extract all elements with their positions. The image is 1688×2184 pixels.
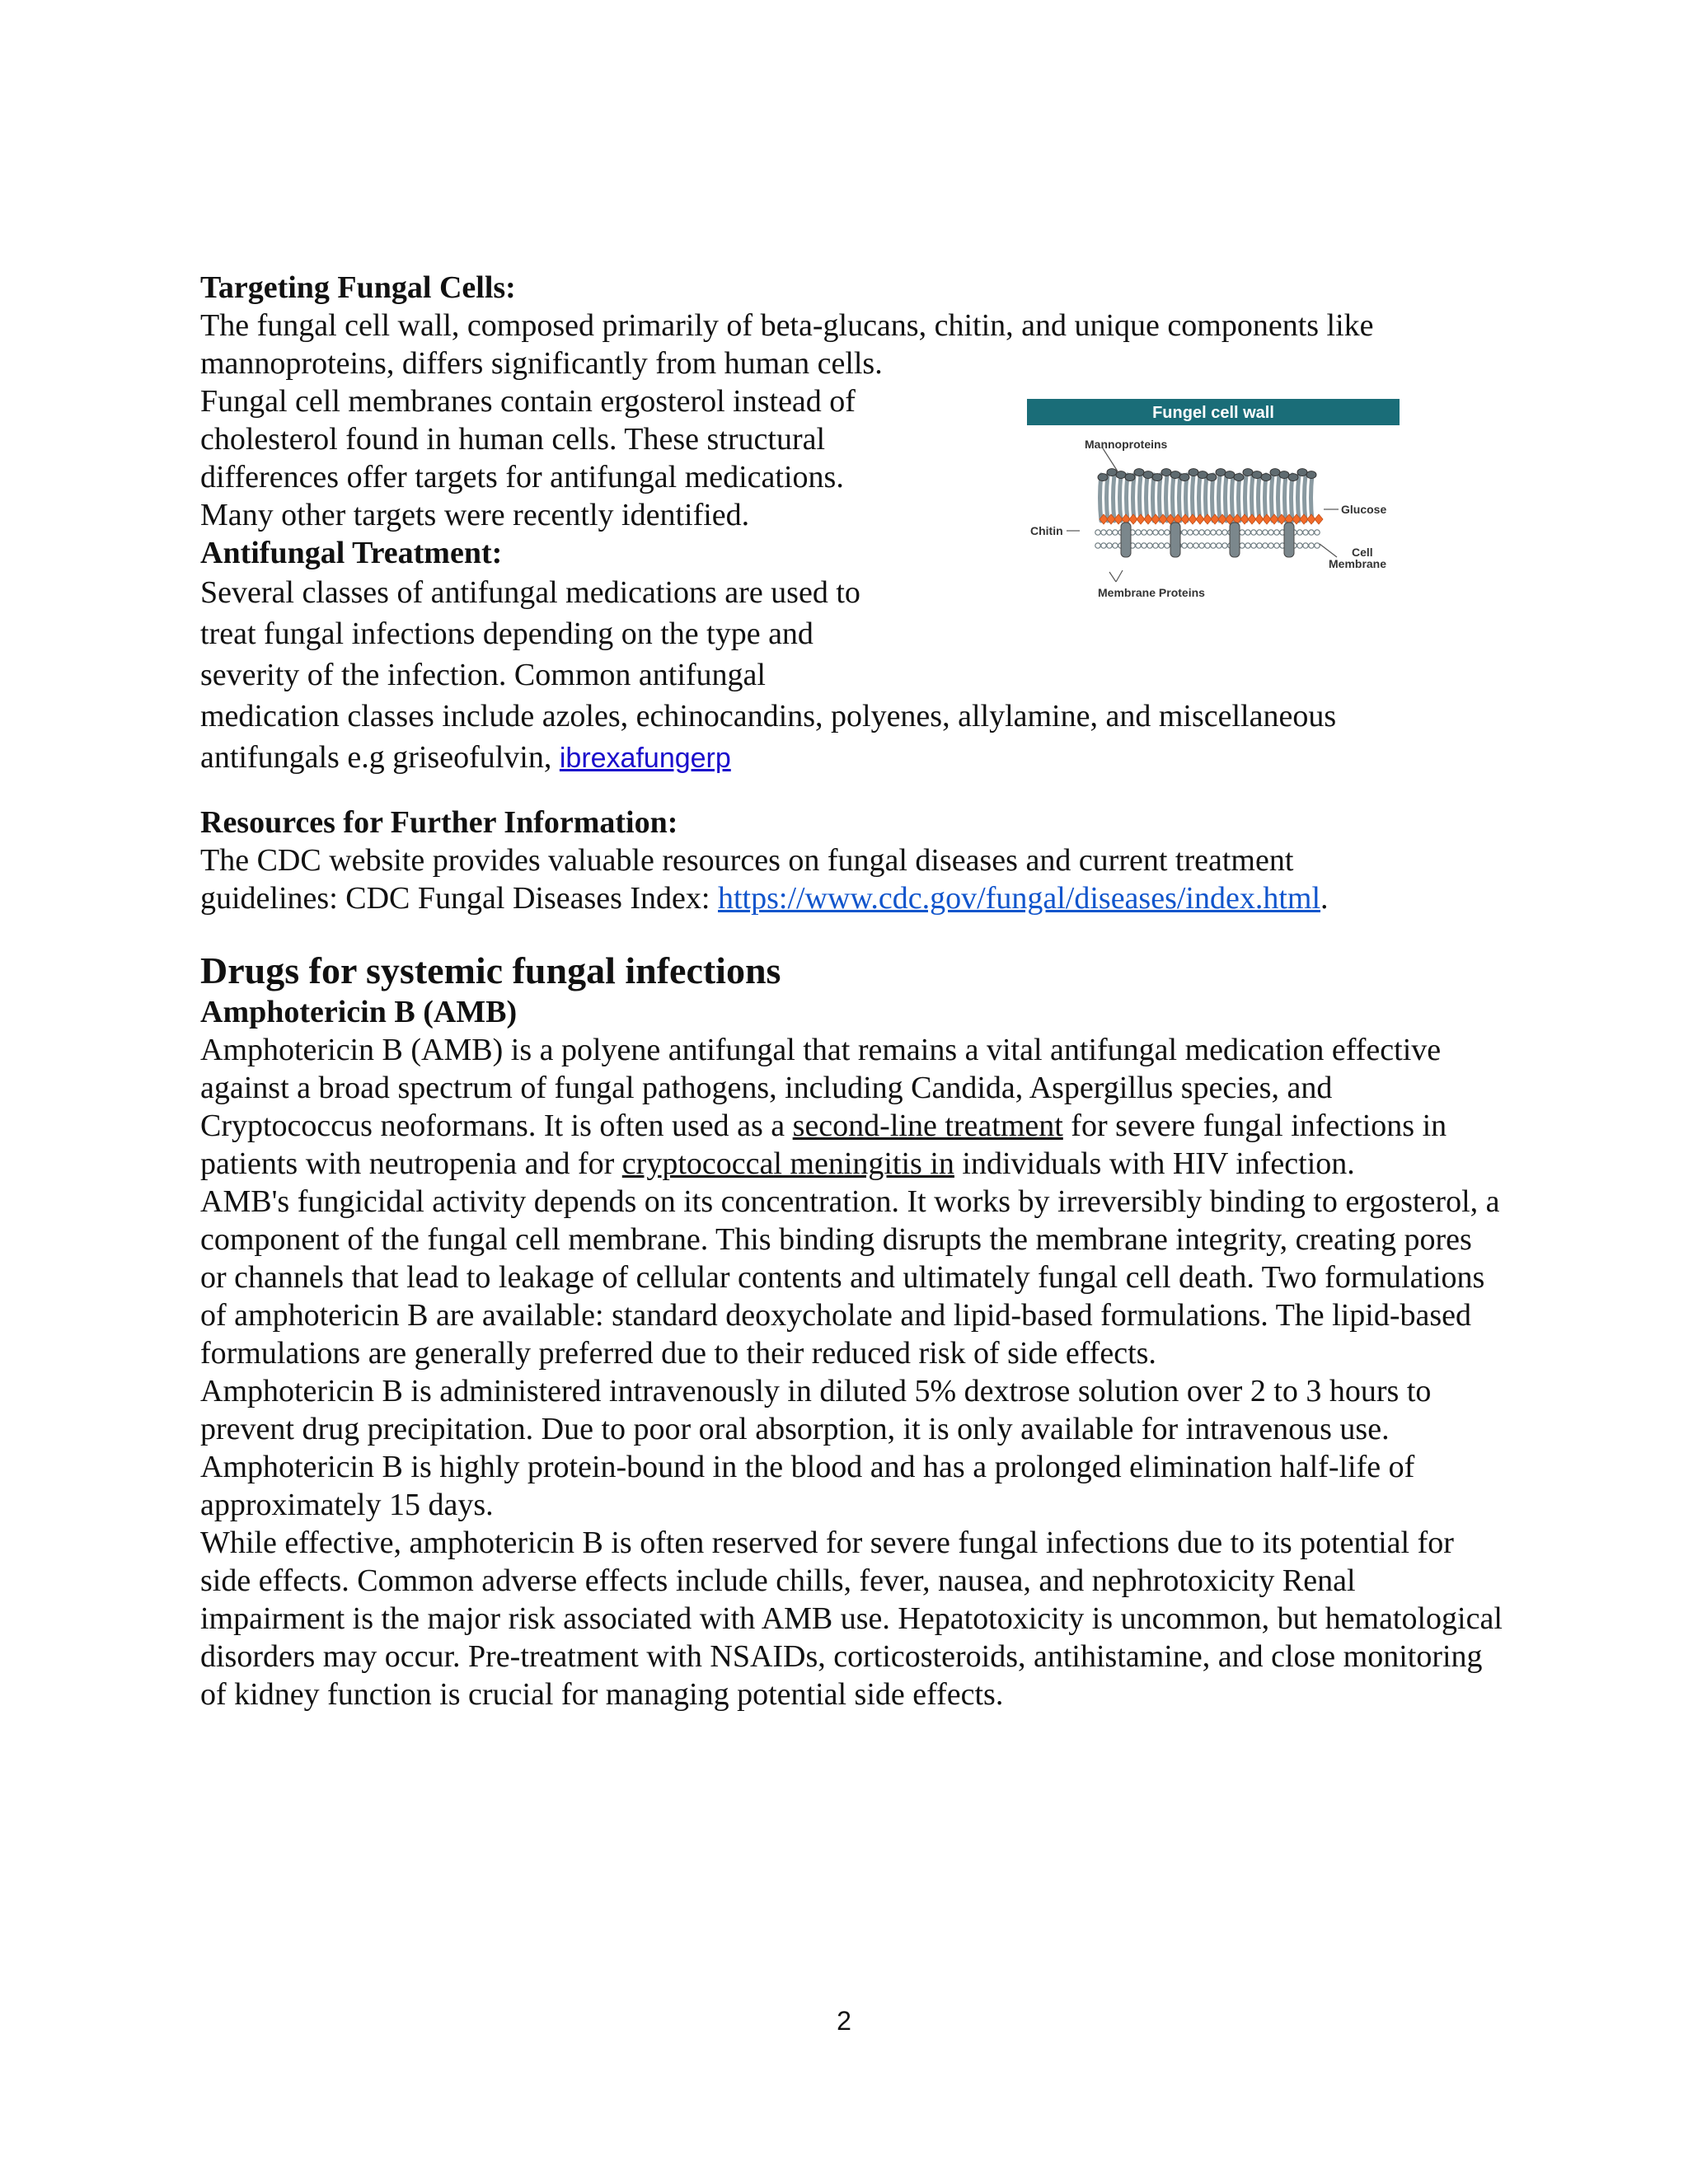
paragraph-line: [200, 737, 1503, 779]
mannoprotein: [1098, 474, 1108, 481]
paragraph-amb-side-effects: While effective, amphotericin B is often reserved for severe fungal infections due to its potential for side effects. Common adverse effects include chills, fever, nausea, and nephrotoxicity Renal impairment is the major risk associated with AMB use. Hepatotoxicity is uncommon, but hematological disorders may occur. Pre-treatment with NSAIDs, corticosteroids, antihistamine, and close monitoring of kidney function is crucial for managing potential side effects.: [200, 1526, 1503, 1712]
glucan-chain: [1120, 475, 1122, 521]
glucan-chain: [1146, 475, 1148, 521]
lipid-head: [1142, 530, 1146, 535]
mannoprotein: [1134, 469, 1144, 476]
lipid-head: [1297, 543, 1302, 548]
lipid-head: [1222, 530, 1227, 535]
glucan-chain: [1219, 475, 1221, 521]
underlined-cryptococcal-meningitis: cryptococcal meningitis in: [621, 1146, 954, 1181]
lipid-head: [1263, 530, 1268, 535]
glucan-chain: [1292, 475, 1293, 521]
text-span: individuals with HIV infection.: [954, 1146, 1355, 1181]
mannoprotein: [1170, 471, 1180, 479]
label-membrane-proteins: Membrane Proteins: [1098, 586, 1205, 599]
glucan-chain: [1114, 475, 1115, 521]
mannoprotein: [1179, 474, 1189, 481]
text-span: for severe fungal infections in patients with neutropenia and for: [200, 1108, 1447, 1181]
lipid-head: [1136, 543, 1141, 548]
glucan-chain: [1272, 475, 1273, 521]
membrane-protein: [1121, 523, 1131, 557]
lipid-head: [1142, 543, 1146, 548]
glucan-chain: [1193, 475, 1194, 521]
mannoprotein: [1234, 474, 1244, 481]
lipid-head: [1245, 543, 1250, 548]
glucan-chain: [1239, 475, 1240, 521]
lipid-head: [1182, 530, 1187, 535]
text-span: guidelines: CDC Fungal Diseases Index:: [200, 881, 718, 916]
lipid-head: [1245, 530, 1250, 535]
lipid-head: [1315, 543, 1320, 548]
label-chitin: Chitin: [1030, 524, 1063, 537]
glucan-chain: [1166, 475, 1168, 521]
lipid-head: [1113, 543, 1118, 548]
lipid-head: [1268, 543, 1273, 548]
figure-wrap-block: [200, 382, 1503, 696]
mannoprotein: [1225, 471, 1235, 479]
mannoprotein: [1306, 471, 1316, 479]
section-title-drugs: Drugs for systemic fungal infections: [200, 949, 781, 991]
glucan-chain: [1259, 475, 1260, 521]
paragraph-line: Many other targets were recently identified.: [200, 498, 750, 532]
paragraph-line: mannoproteins, differs significantly from human cells.: [200, 346, 883, 381]
lipid-head: [1251, 530, 1256, 535]
lipid-head: [1205, 530, 1210, 535]
label-cell: Cell: [1352, 546, 1373, 559]
lipid-head: [1095, 543, 1100, 548]
lipid-head: [1153, 530, 1158, 535]
figure-title: Fungel cell wall: [1152, 404, 1274, 422]
glucan-chain: [1285, 475, 1287, 521]
paragraph-line: severity of the infection. Common antifungal: [200, 658, 766, 692]
lipid-head: [1222, 543, 1227, 548]
mannoprotein: [1125, 474, 1135, 481]
mannoprotein: [1216, 469, 1226, 476]
paragraph-line: Several classes of antifungal medications are used to: [200, 575, 860, 610]
mannoprotein: [1261, 474, 1271, 481]
lipid-head: [1315, 530, 1320, 535]
mannoprotein: [1107, 469, 1117, 476]
lipid-head: [1257, 530, 1262, 535]
mannoprotein: [1243, 469, 1253, 476]
mannoprotein: [1279, 471, 1289, 479]
membrane-protein-shapes: [1121, 523, 1294, 557]
lipid-head: [1303, 530, 1308, 535]
paragraph-line: differences offer targets for antifungal medications.: [200, 460, 844, 494]
fungal-cell-wall-figure: [1027, 399, 1400, 605]
glucan-chain: [1278, 475, 1280, 521]
paragraph-amb-mechanism: AMB's fungicidal activity depends on its concentration. It works by irreversibly binding to ergosterol, a component of the fungal cell membrane. This binding disrupts the membrane integrity, creating pores or channels that lead to leakage of cellular contents and ultimately fungal cell death. Two formulations of amphotericin B are available: standard deoxycholate and lipid-based formulations. The lipid-based formulations are generally preferred due to their reduced risk of side effects.: [200, 1184, 1500, 1371]
lipid-head: [1136, 530, 1141, 535]
paragraph-line: Fungal cell membranes contain ergosterol instead of: [200, 384, 856, 419]
lipid-head: [1303, 543, 1308, 548]
chitin-unit: [1315, 514, 1323, 524]
paragraph-line: [200, 879, 1503, 917]
section-heading-resources: Resources for Further Information:: [200, 805, 678, 840]
lipid-head: [1274, 543, 1279, 548]
lipid-head: [1107, 530, 1112, 535]
paragraph-amb-intro: [200, 1031, 1503, 1183]
lipid-head: [1257, 543, 1262, 548]
paragraph-line: medication classes include azoles, echinocandins, polyenes, allylamine, and miscellaneous: [200, 699, 1337, 733]
document-body: [200, 269, 1503, 1713]
ibrexafungerp-link[interactable]: ibrexafungerp: [559, 743, 731, 774]
lipid-head: [1147, 543, 1152, 548]
mannoprotein: [1198, 471, 1207, 479]
lipid-head: [1274, 530, 1279, 535]
paragraph-line: The CDC website provides valuable resources on fungal diseases and current treatment: [200, 843, 1294, 878]
mannoprotein: [1207, 474, 1217, 481]
glucan-chain: [1127, 475, 1128, 521]
label-membrane: Membrane: [1329, 557, 1387, 570]
lipid-head: [1165, 543, 1170, 548]
lipid-head: [1309, 530, 1314, 535]
lipid-head: [1205, 543, 1210, 548]
glucan-chain: [1133, 475, 1135, 521]
paragraph-line: treat fungal infections depending on the type and: [200, 616, 814, 651]
lipid-head: [1263, 543, 1268, 548]
mannoprotein: [1297, 469, 1307, 476]
glucan-chain: [1173, 475, 1175, 521]
mannoprotein: [1270, 469, 1280, 476]
lipid-head: [1193, 530, 1198, 535]
text-span: antifungals e.g griseofulvin,: [200, 740, 560, 775]
membrane-protein: [1230, 523, 1240, 557]
lipid-head: [1240, 543, 1245, 548]
glucan-chain: [1107, 475, 1109, 521]
glucan-chain: [1226, 475, 1227, 521]
mannoprotein: [1116, 471, 1126, 479]
paragraph-line: The fungal cell wall, composed primarily of beta-glucans, chitin, and unique components like: [200, 308, 1374, 343]
lipid-head: [1297, 530, 1302, 535]
lipid-head: [1309, 543, 1314, 548]
lipid-head: [1217, 530, 1221, 535]
glucan-chain: [1100, 475, 1102, 521]
lipid-head: [1188, 530, 1193, 535]
label-mannoproteins: Mannoproteins: [1085, 438, 1168, 451]
lipid-head: [1211, 543, 1216, 548]
lipid-head: [1251, 543, 1256, 548]
text-span: .: [1320, 881, 1329, 916]
membrane-protein: [1284, 523, 1294, 557]
glucan-chain: [1153, 475, 1155, 521]
lipid-head: [1101, 543, 1106, 548]
lipid-head: [1159, 543, 1164, 548]
membrane-protein: [1170, 523, 1180, 557]
lipid-head: [1095, 530, 1100, 535]
lipid-head: [1101, 530, 1106, 535]
lipid-head: [1165, 530, 1170, 535]
mannoprotein: [1189, 469, 1198, 476]
lipid-head: [1107, 543, 1112, 548]
mannoprotein: [1143, 471, 1153, 479]
glucan-chain: [1252, 475, 1254, 521]
mannoprotein: [1288, 474, 1298, 481]
mannoprotein: [1161, 469, 1171, 476]
subsection-heading-amb: Amphotericin B (AMB): [200, 995, 518, 1029]
section-heading-targeting: Targeting Fungal Cells:: [200, 270, 516, 305]
glucan-chain: [1199, 475, 1201, 521]
lipid-head: [1199, 543, 1204, 548]
cdc-fungal-diseases-link[interactable]: https://www.cdc.gov/fungal/diseases/index.html: [717, 881, 1321, 916]
fungal-cell-wall-diagram: [1027, 399, 1400, 605]
lipid-head: [1147, 530, 1152, 535]
mannoprotein: [1252, 471, 1262, 479]
glucan-chain: [1160, 475, 1161, 521]
glucan-chain: [1232, 475, 1234, 521]
glucan-chain: [1305, 475, 1306, 521]
mannoprotein: [1152, 474, 1162, 481]
paragraph-amb-administration: Amphotericin B is administered intravenously in diluted 5% dextrose solution over 2 to 3 hours to prevent drug precipitation. Due to poor oral absorption, it is only available for intravenous use. Amphotericin B is highly protein-bound in the blood and has a prolonged elimination half-life of approximately 15 days.: [200, 1374, 1432, 1522]
page-number: 2: [837, 2006, 851, 2036]
lipid-head: [1211, 530, 1216, 535]
text-span: Amphotericin B (AMB) is a polyene antifungal that remains a vital antifungal medication effective against a broad spectrum of fungal pathogens, including Candida, Aspergillus species, and Cryptococcus neoformans. It is often used as a: [200, 1033, 1442, 1143]
glucan-chain: [1212, 475, 1214, 521]
lipid-head: [1153, 543, 1158, 548]
lipid-head: [1113, 530, 1118, 535]
glucan-chain: [1311, 475, 1313, 521]
lipid-head: [1268, 530, 1273, 535]
paragraph-line: cholesterol found in human cells. These structural: [200, 422, 826, 457]
lipid-head: [1182, 543, 1187, 548]
label-glucose: Glucose: [1341, 503, 1387, 516]
glucan-chain: [1206, 475, 1207, 521]
glucan-chain: [1140, 475, 1142, 521]
glucan-chain: [1245, 475, 1247, 521]
lipid-head: [1217, 543, 1221, 548]
glucan-chain: [1186, 475, 1188, 521]
underlined-second-line-treatment: second-line treatment: [792, 1108, 1063, 1143]
section-heading-antifungal-treatment: Antifungal Treatment:: [200, 536, 503, 570]
glucan-chain: [1265, 475, 1267, 521]
glucan-chains: [1100, 475, 1313, 521]
lipid-head: [1240, 530, 1245, 535]
glucan-chain: [1298, 475, 1300, 521]
lipid-head: [1193, 543, 1198, 548]
lipid-head: [1199, 530, 1204, 535]
lipid-head: [1188, 543, 1193, 548]
lipid-head: [1159, 530, 1164, 535]
glucan-chain: [1179, 475, 1181, 521]
